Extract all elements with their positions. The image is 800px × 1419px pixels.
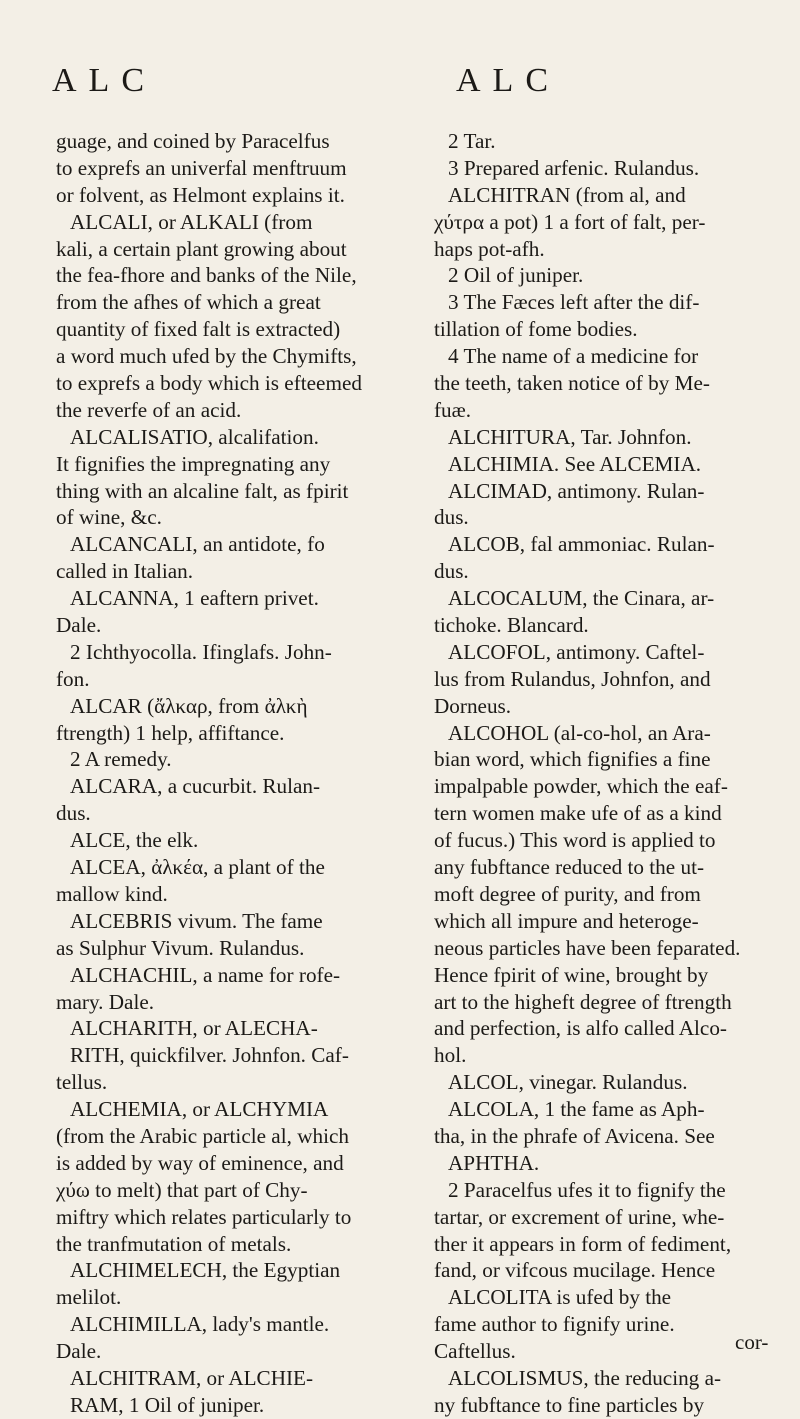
right-column-line: fame author to fignify urine.	[434, 1312, 675, 1337]
right-column-line: ALCOB, fal ammoniac. Rulan-	[448, 532, 715, 557]
left-column-line: a word much ufed by the Chymifts,	[56, 344, 357, 369]
left-column-line: ALCAR (ἄλκαρ, from ἀλκὴ	[70, 693, 308, 718]
left-column-line: χύω to melt) that part of Chy-	[56, 1177, 308, 1202]
left-column-line: ALCHARITH, or ALECHA-	[70, 1016, 318, 1041]
left-column-line: (from the Arabic particle al, which	[56, 1123, 349, 1148]
right-column-line: impalpable powder, which the eaf-	[434, 774, 728, 799]
right-column-line: ALCHIMIA. See ALCEMIA.	[448, 451, 702, 476]
right-column-line: which all impure and heteroge-	[434, 908, 699, 933]
right-column-line: ALCOHOL (al-co-hol, an Ara-	[448, 720, 711, 745]
right-column-line: and perfection, is alfo called Alco-	[434, 1016, 727, 1041]
left-column-line: ALCHIMILLA, lady's mantle.	[70, 1312, 330, 1337]
left-column-line: ALCANCALI, an antidote, fo	[70, 532, 325, 557]
left-column-line: ALCHEMIA, or ALCHYMIA	[70, 1097, 329, 1122]
right-column-line: Caftellus.	[434, 1339, 516, 1364]
right-column-line: tha, in the phrafe of Avicena. See	[434, 1123, 715, 1148]
left-column-line: It fignifies the impregnating any	[56, 451, 331, 476]
left-column-line: the tranfmutation of metals.	[56, 1231, 292, 1256]
left-column-line: called in Italian.	[56, 559, 194, 584]
left-column-line: RITH, quickfilver. Johnfon. Caf-	[70, 1043, 349, 1068]
right-column-line: 3 Prepared arfenic. Rulandus.	[448, 155, 700, 180]
left-column-line: from the afhes of which a great	[56, 290, 321, 315]
right-column-line: neous particles have been feparated.	[434, 935, 741, 960]
right-column-line: tern women make ufe of as a kind	[434, 801, 722, 826]
right-column-line: ny fubftance to fine particles by	[434, 1392, 705, 1417]
left-column-line: tellus.	[56, 1070, 108, 1095]
right-column-line: ther it appears in form of fediment,	[434, 1231, 732, 1256]
left-column-line: as Sulphur Vivum. Rulandus.	[56, 935, 305, 960]
right-column-line: dus.	[434, 559, 469, 584]
left-column-line: melilot.	[56, 1285, 122, 1310]
left-column-line: ALCHIMELECH, the Egyptian	[70, 1258, 341, 1283]
left-column-line: ALCE, the elk.	[70, 828, 199, 853]
right-column-line: ALCOLITA is ufed by the	[448, 1285, 672, 1310]
left-column-line: is added by way of eminence, and	[56, 1150, 344, 1175]
right-column-line: the teeth, taken notice of by Me-	[434, 371, 710, 396]
right-column-line: ALCOCALUM, the Cinara, ar-	[448, 586, 715, 611]
left-column-line: ALCHACHIL, a name for rofe-	[70, 962, 341, 987]
left-column-line: ALCEBRIS vivum. The fame	[70, 908, 323, 933]
right-column-line: ALCHITRAN (from al, and	[448, 182, 686, 207]
left-column-line: mallow kind.	[56, 881, 168, 906]
left-column-line: to exprefs an univerfal menftruum	[56, 155, 347, 180]
left-column-line: ALCARA, a cucurbit. Rulan-	[70, 774, 321, 799]
right-column-line: art to the higheft degree of ftrength	[434, 989, 732, 1014]
left-column-line: to exprefs a body which is efteemed	[56, 371, 362, 396]
left-column-line: ALCALISATIO, alcalifation.	[70, 424, 319, 449]
left-column-line: ftrength) 1 help, affiftance.	[56, 720, 285, 745]
left-column-line: guage, and coined by Paracelfus	[56, 129, 330, 153]
right-column-line: dus.	[434, 505, 469, 530]
left-column-line: quantity of fixed falt is extracted)	[56, 317, 341, 342]
left-column-line: Dale.	[56, 613, 102, 638]
left-column-line: thing with an alcaline falt, as fpirit	[56, 478, 349, 503]
left-column-line: ALCALI, or ALKALI (from	[70, 209, 313, 234]
right-column-line: tichoke. Blancard.	[434, 613, 589, 638]
right-column-line: bian word, which fignifies a fine	[434, 747, 711, 772]
right-column-line: tillation of fome bodies.	[434, 317, 638, 342]
right-column-line: Hence fpirit of wine, brought by	[434, 962, 709, 987]
left-column-line: kali, a certain plant growing about	[56, 236, 347, 261]
right-column-line: hol.	[434, 1043, 467, 1068]
left-column-line: mary. Dale.	[56, 989, 155, 1014]
left-column-line: miftry which relates particularly to	[56, 1204, 352, 1229]
running-header-right: ALC	[456, 62, 560, 99]
left-column	[56, 128, 402, 1419]
right-column	[434, 128, 780, 1419]
left-column-line: ALCEA, ἀλκέα, a plant of the	[70, 855, 325, 880]
running-header-left: ALC	[52, 62, 156, 99]
right-column-line: moft degree of purity, and from	[434, 881, 701, 906]
left-column-line: 2 A remedy.	[70, 747, 172, 772]
right-column-line: tartar, or excrement of urine, whe-	[434, 1204, 725, 1229]
right-column-line: ALCHITURA, Tar. Johnfon.	[448, 424, 692, 449]
right-column-line: 2 Tar.	[448, 129, 496, 153]
right-column-line: Dorneus.	[434, 693, 512, 718]
right-column-line: ALCOLISMUS, the reducing a-	[448, 1365, 722, 1390]
left-column-line: 2 Ichthyocolla. Ifinglafs. John-	[70, 639, 332, 664]
right-column-line: 2 Paracelfus ufes it to fignify the	[448, 1177, 726, 1202]
right-column-line: χύτρα a pot) 1 a fort of falt, per-	[434, 209, 706, 234]
left-column-line: of wine, &c.	[56, 505, 162, 530]
right-column-line: ALCOLA, 1 the fame as Aph-	[448, 1097, 705, 1122]
left-column-line: dus.	[56, 801, 91, 826]
left-column-line: or folvent, as Helmont explains it.	[56, 182, 345, 207]
left-column-line: Dale.	[56, 1339, 102, 1364]
right-column-line: ALCIMAD, antimony. Rulan-	[448, 478, 705, 503]
right-column-line: ALCOFOL, antimony. Caftel-	[448, 639, 705, 664]
right-column-line: 4 The name of a medicine for	[448, 344, 699, 369]
right-column-line: 3 The Fæces left after the dif-	[448, 290, 700, 315]
left-column-line: the reverfe of an acid.	[56, 397, 242, 422]
right-column-line: any fubftance reduced to the ut-	[434, 855, 705, 880]
left-column-line: fon.	[56, 666, 90, 691]
right-column-line: fuæ.	[434, 397, 472, 422]
right-column-line: lus from Rulandus, Johnfon, and	[434, 666, 711, 691]
right-column-line: 2 Oil of juniper.	[448, 263, 584, 288]
catchword: cor-	[735, 1330, 769, 1354]
right-column-line: of fucus.) This word is applied to	[434, 828, 716, 853]
right-column-line: fand, or vifcous mucilage. Hence	[434, 1258, 716, 1283]
left-column-line: ALCHITRAM, or ALCHIE-	[70, 1365, 314, 1390]
right-column-line: APHTHA.	[448, 1150, 540, 1175]
left-column-line: RAM, 1 Oil of juniper.	[70, 1392, 265, 1417]
right-column-line: haps pot-afh.	[434, 236, 545, 261]
left-column-line: the fea-fhore and banks of the Nile,	[56, 263, 357, 288]
right-column-line: ALCOL, vinegar. Rulandus.	[448, 1070, 688, 1095]
left-column-line: ALCANNA, 1 eaftern privet.	[70, 586, 319, 611]
